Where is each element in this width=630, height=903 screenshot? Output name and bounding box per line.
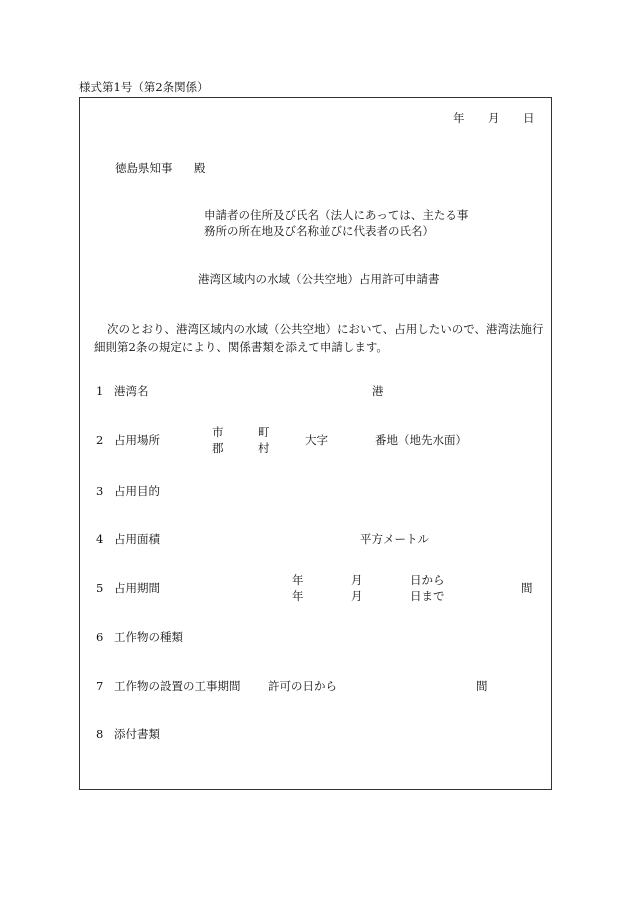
date-year-label: 年	[453, 111, 465, 125]
item-5-end-month: 月	[351, 589, 363, 603]
item-1-number: 1	[96, 384, 104, 398]
addressee-title: 徳島県知事	[115, 161, 173, 175]
item-3-label: 占用目的	[114, 484, 160, 498]
item-8-label: 添付書類	[114, 727, 160, 741]
item-5-start-year: 年	[292, 573, 304, 587]
form-number-label: 様式第1号（第2条関係）	[79, 80, 209, 94]
item-1-label: 港湾名	[114, 384, 149, 398]
item-7-number: 7	[96, 679, 104, 693]
document-title: 港湾区域内の水域（公共空地）占用許可申請書	[198, 272, 440, 286]
item-6-number: 6	[96, 630, 104, 644]
item-5-label: 占用期間	[114, 581, 160, 595]
item-2-label: 占用場所	[114, 433, 160, 447]
item-5-duration: 間	[521, 581, 533, 595]
item-5-number: 5	[96, 581, 104, 595]
item-2-oaza-label: 大字	[305, 433, 328, 447]
item-8-number: 8	[96, 727, 104, 741]
applicant-info-line-1: 申請者の住所及び氏名（法人にあっては、主たる事	[204, 208, 469, 222]
date-month-label: 月	[488, 111, 500, 125]
item-7-duration: 間	[476, 679, 488, 693]
item-2-number: 2	[96, 433, 104, 447]
item-2-county-label: 郡	[212, 441, 224, 455]
item-4-label: 占用面積	[114, 532, 160, 546]
item-5-start-month: 月	[351, 573, 363, 587]
item-6-label: 工作物の種類	[114, 630, 183, 644]
item-2-lot-label: 番地（地先水面）	[375, 433, 467, 447]
item-7-label: 工作物の設置の工事期間	[114, 679, 241, 693]
item-5-start-day: 日から	[410, 573, 445, 587]
application-body-text: 次のとおり、港湾区域内の水域（公共空地）において、占用したいので、港湾法施行細則第2条の規定により、関係書類を添えて申請します。	[94, 322, 544, 355]
item-2-town-label: 町	[258, 425, 270, 439]
item-4-number: 4	[96, 532, 104, 546]
addressee-honorific: 殿	[194, 161, 206, 175]
item-5-end-day: 日まで	[410, 589, 445, 603]
item-2-village-label: 村	[258, 441, 270, 455]
item-4-unit: 平方メートル	[360, 532, 429, 546]
item-7-from-permit: 許可の日から	[268, 679, 337, 693]
item-3-number: 3	[96, 484, 104, 498]
item-5-end-year: 年	[292, 589, 304, 603]
item-2-city-label: 市	[212, 425, 224, 439]
applicant-info-line-2: 務所の所在地及び名称並びに代表者の氏名）	[204, 224, 434, 238]
item-1-port-suffix: 港	[372, 384, 384, 398]
date-day-label: 日	[523, 111, 535, 125]
